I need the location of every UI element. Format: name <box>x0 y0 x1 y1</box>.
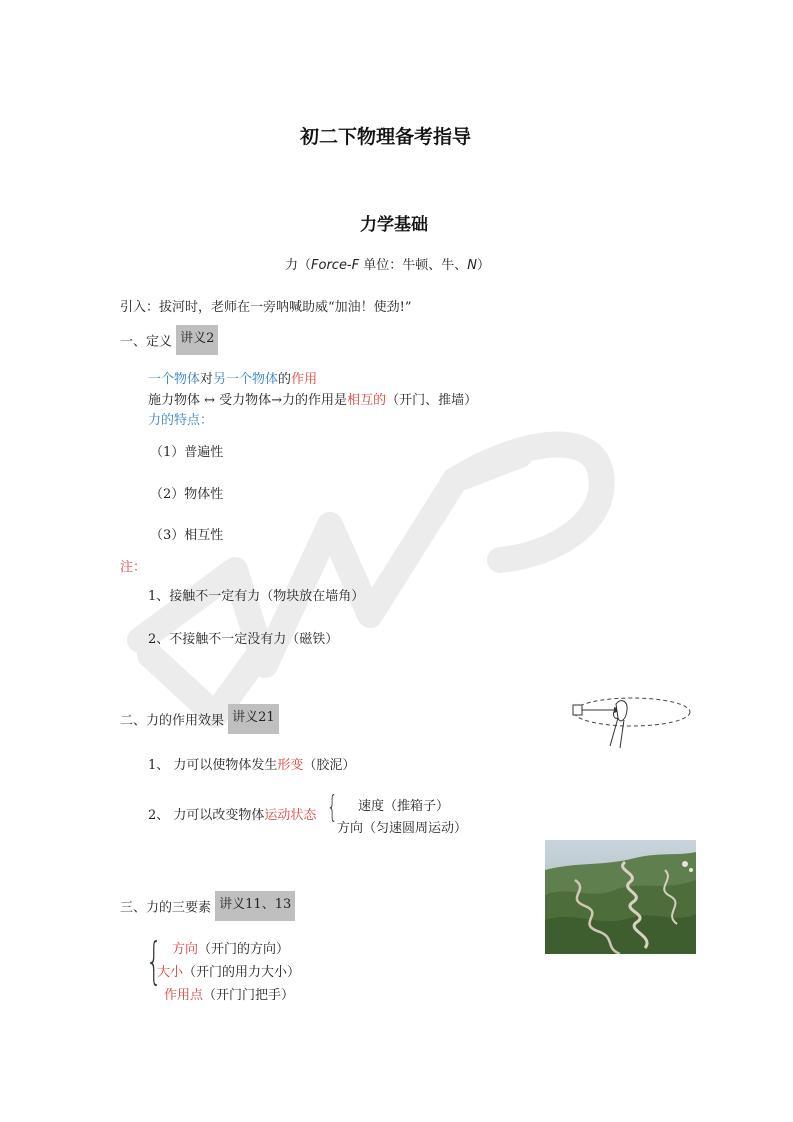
element-item: 作用点（开门门把手） <box>164 988 295 1003</box>
intro-text: 引入：拔河时，老师在一旁呐喊助威“加油！使劲!” <box>120 300 412 315</box>
definition-line: 一个物体对另一个物体的作用 <box>148 372 318 387</box>
feature-item: （2）物体性 <box>150 487 224 502</box>
section3-heading-row <box>120 891 295 921</box>
section2-heading-row <box>120 704 279 734</box>
section3-ref: 讲义11、13 <box>215 891 295 921</box>
note-label: 注： <box>120 560 147 575</box>
branch-item: 速度（推箱子） <box>358 799 450 814</box>
section2-heading: 二、力的作用效果 <box>120 713 225 729</box>
page-title: 初二下物理备考指导 <box>300 126 472 148</box>
branch-item: 方向（匀速圆周运动） <box>337 821 468 836</box>
interaction-line: 施力物体 ↔ 受力物体→力的作用是相互的（开门、推墙） <box>148 393 478 408</box>
section1-heading: 一、定义 <box>120 334 173 350</box>
section-title: 力学基础 <box>360 215 428 235</box>
element-item: 大小（开门的用力大小） <box>157 965 301 980</box>
feature-item: （3）相互性 <box>150 528 224 543</box>
element-item: 方向（开门的方向） <box>172 942 290 957</box>
note-item: 2、不接触不一定没有力（磁铁） <box>148 632 339 647</box>
circular-motion-illustration <box>560 668 695 756</box>
feature-item: （1）普遍性 <box>150 445 224 460</box>
section1-ref: 讲义2 <box>176 325 218 355</box>
section2-ref: 讲义21 <box>228 704 279 734</box>
brace-icon: { <box>146 932 162 990</box>
note-item: 1、接触不一定有力（物块放在墙角） <box>148 589 365 604</box>
features-label: 力的特点： <box>148 413 214 428</box>
effect-item-1: 1、 力可以使物体发生形变（胶泥） <box>148 758 356 773</box>
winding-road-photo <box>545 840 696 954</box>
section1-heading-row <box>120 325 218 355</box>
effect-item-2: 2、 力可以改变物体运动状态 <box>148 808 317 823</box>
force-line: 力（Force-F 单位：牛顿、牛、N） <box>285 258 490 273</box>
section3-heading: 三、力的三要素 <box>120 900 212 916</box>
brace-icon: { <box>327 790 338 825</box>
